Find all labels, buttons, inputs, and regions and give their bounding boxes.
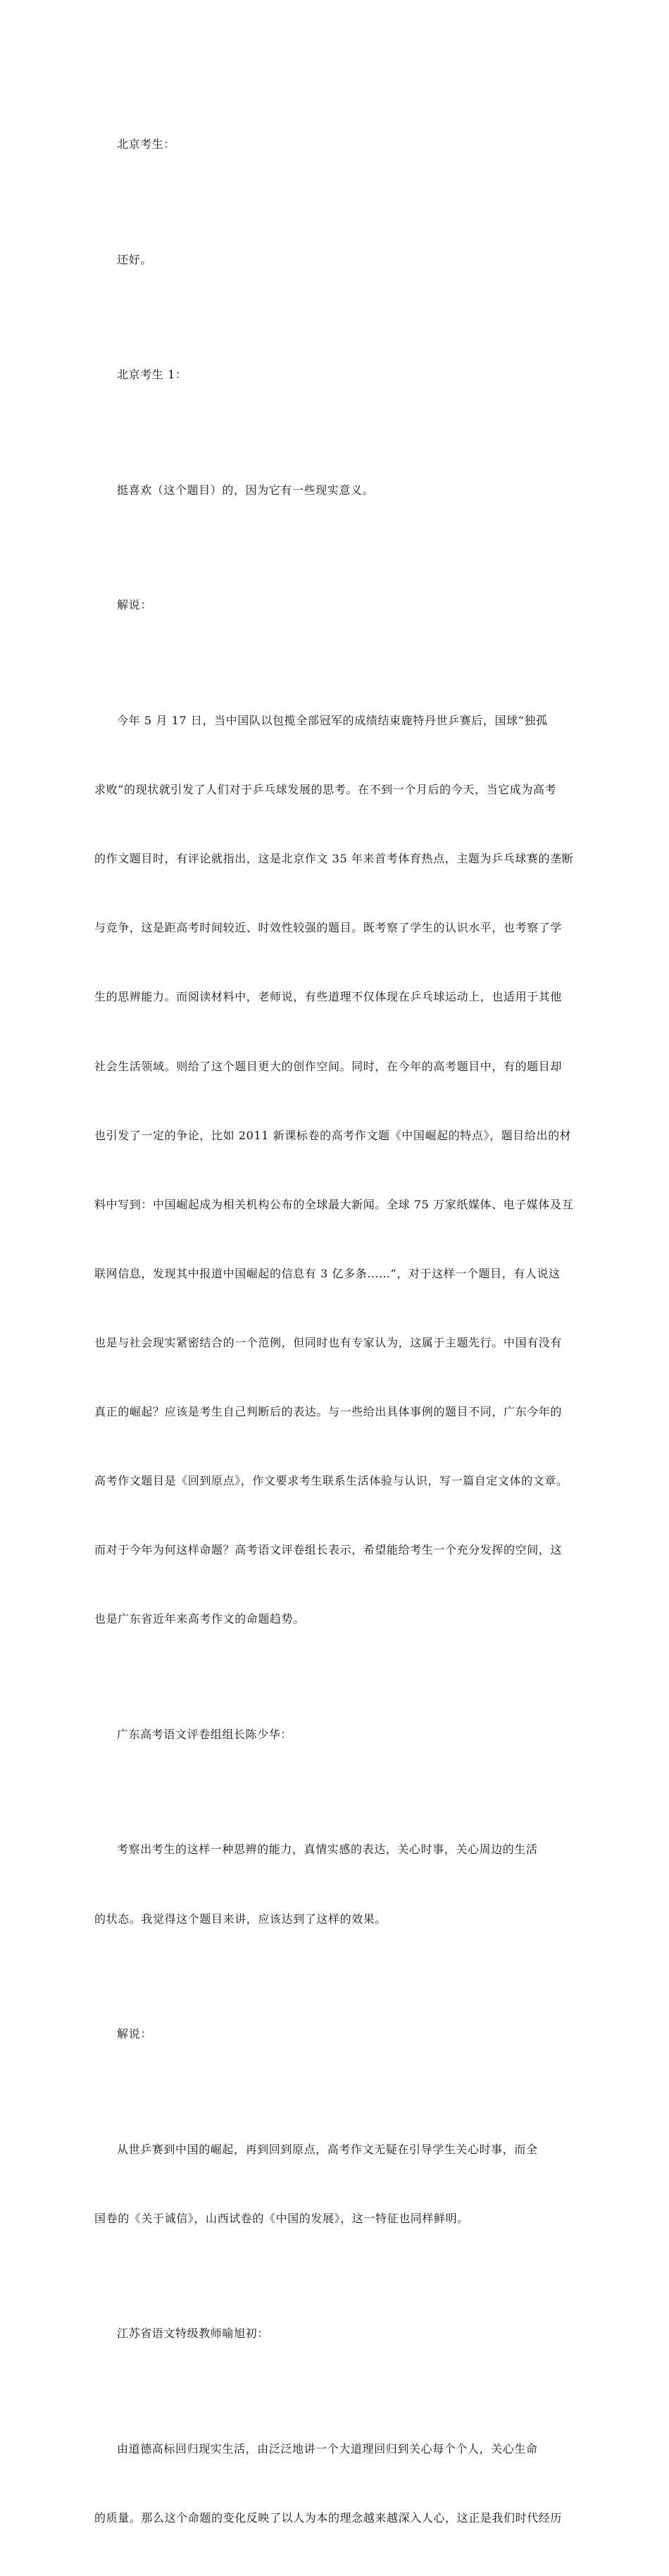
text-line: 北京考生： (117, 137, 176, 151)
text-line: 考察出考生的这样一种思辨的能力，真情实感的表达，关心时事，关心周边的生活 (117, 1843, 538, 1857)
text-line: 的作文题目时，有评论就指出，这是北京作文 35 年来首考体育热点，主题为乒乓球赛的垄断 (94, 852, 574, 866)
text-line: 联网信息，发现其中报道中国崛起的信息有 3 亿多条……“，对于这样一个题目，有人说这 (94, 1266, 561, 1280)
speaker-label (94, 87, 573, 203)
document-body (94, 87, 573, 2576)
text-line: 挺喜欢（这个题目）的，因为它有一些现实意义。 (117, 483, 375, 497)
narration-paragraph (94, 2092, 573, 2277)
speaker-label (94, 1678, 573, 1793)
text-line: 广东高考语文评卷组组长陈少华： (117, 1727, 293, 1741)
quote-paragraph (94, 433, 573, 549)
text-line: 料中写到：中国崛起成为相关机构公布的全球最大新闻。全球 75 万家纸媒体、电子媒体及互 (94, 1197, 574, 1211)
text-line: 从世乒赛到中国的崛起，再到回到原点，高考作文无疑在引导学生关心时事，而全 (117, 2142, 538, 2156)
quote-paragraph (94, 2391, 573, 2576)
text-line: 真正的崛起？应该是考生自己判断后的表达。与一些给出具体事例的题目不同，广东今年的 (94, 1405, 563, 1419)
text-line: 求败”的现状就引发了人们对于乒乓球发展的思考。在不到一个月后的今天，当它成为高考 (94, 783, 557, 797)
speaker-label (94, 1977, 573, 2093)
quote-paragraph (94, 1792, 573, 1977)
text-line: 今年 5 月 17 日，当中国队以包揽全部冠军的成绩结束鹿特丹世乒赛后，国球“独孤 (117, 713, 548, 727)
narration-paragraph (94, 664, 573, 1678)
text-line: 社会生活领域。则给了这个题目更大的创作空间。同时，在今年的高考题目中，有的题目却 (94, 1059, 563, 1073)
text-line: 还好。 (117, 252, 152, 266)
text-line: 的状态。我觉得这个题目来讲，应该达到了这样的效果。 (94, 1912, 387, 1926)
text-line: 江苏省语文特级教师喻旭初： (117, 2327, 269, 2341)
text-line: 国卷的《关于诚信》，山西试卷的《中国的发展》，这一特征也同样鲜明。 (94, 2211, 469, 2225)
speaker-label (94, 318, 573, 433)
text-line: 高考作文题目是《回到原点》，作文要求考生联系生活体验与认识，写一篇自定文体的文章。 (94, 1474, 568, 1488)
speaker-label (94, 548, 573, 664)
text-line: 也是与社会现实紧密结合的一个范例，但同时也有专家认为，这属于主题先行。中国有没有 (94, 1335, 563, 1349)
text-line: 生的思辨能力。而阅读材料中，老师说，有些道理不仅体现在乒乓球运动上，也适用于其他 (94, 990, 563, 1004)
speaker-label (94, 2277, 573, 2392)
quote-paragraph (94, 203, 573, 318)
text-line: 北京考生 1： (117, 368, 187, 382)
text-line: 解说： (117, 598, 152, 612)
text-line: 解说： (117, 2027, 152, 2041)
text-line: 也是广东省近年来高考作文的命题趋势。 (94, 1612, 305, 1626)
text-line: 也引发了一定的争论，比如 2011 新课标卷的高考作文题《中国崛起的特点》，题目给出的材 (94, 1128, 572, 1142)
text-line: 的质量。那么这个命题的变化反映了以人为本的理念越来越深入人心，这正是我们时代经历 (94, 2510, 563, 2525)
text-line: 与竞争，这是距高考时间较近、时效性较强的题目。既考察了学生的认识水平，也考察了学 (94, 921, 563, 935)
text-line: 而对于今年为何这样命题？高考语文评卷组长表示，希望能给考生一个充分发挥的空间，这 (94, 1543, 563, 1557)
text-line: 由道德高标回归现实生活，由泛泛地讲一个大道理回归到关心每个个人，关心生命 (117, 2441, 538, 2456)
